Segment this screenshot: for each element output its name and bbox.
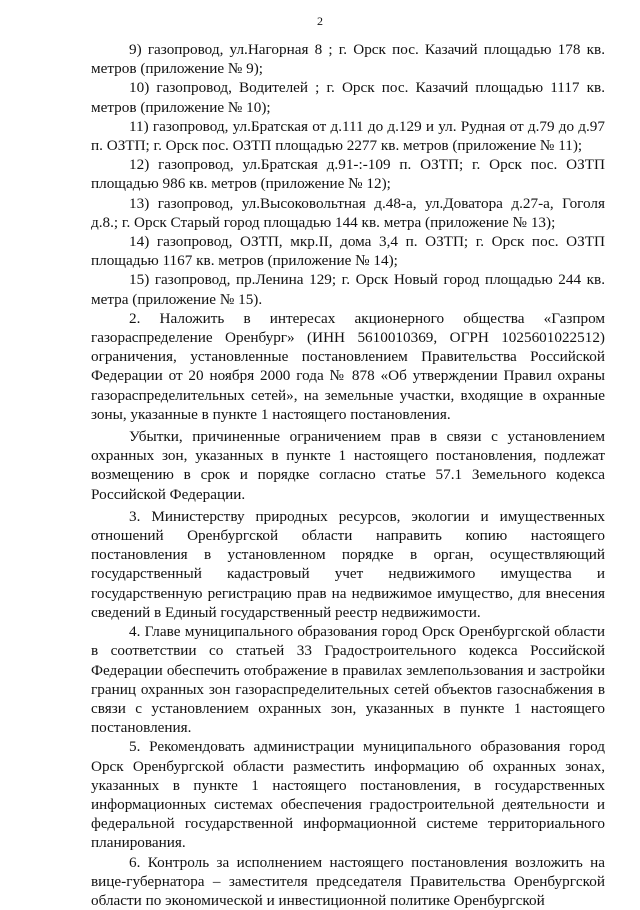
losses-paragraph: Убытки, причиненные ограничением прав в связи с установлением охранных зон, указанных в пункте 1 настоящего постановления, подлежат возмещению в срок и порядке согласно статье 57.1 Земельного кодекса Российской Федерации. <box>91 428 605 503</box>
list-item-13: 13) газопровод, ул.Высоковольтная д.48-а, ул.Доватора д.27-а, Гоголя д.8.; г. Орск Старый город площадью 144 кв. метра (приложение № 13); <box>91 194 605 231</box>
clause-2-paragraph: 2. Наложить в интересах акционерного общества «Газпром газораспределение Оренбург» (ИНН 5610010369, ОГРН 1025601022512) ограничения, установленные постановлением Правительства Российской Федерации от 20 ноября 2000 года № 878 «Об утверждении Правил охраны газораспределительных сетей», на земельные участки, входящие в охранные зоны, указанные в пункте 1 настоящего постановления. <box>91 309 605 423</box>
list-item-14: 14) газопровод, ОЗТП, мкр.II, дома 3,4 п. ОЗТП; г. Орск пос. ОЗТП площадью 1167 кв. метров (приложение № 14); <box>91 233 605 270</box>
clause-4-paragraph: 4. Главе муниципального образования город Орск Оренбургской области в соответствии со статьей 33 Градостроительного кодекса Российской Федерации обеспечить отображение в правилах землепользования и застройки границ охранных зон газораспределительных сетей объектов газоснабжения в связи с установлением охранных зон, указанных в пункте 1 настоящего постановления. <box>91 623 605 737</box>
list-item-12: 12) газопровод, ул.Братская д.91-:-109 п. ОЗТП; г. Орск пос. ОЗТП площадью 986 кв. метров (приложение № 12); <box>91 156 605 193</box>
list-item-15: 15) газопровод, пр.Ленина 129; г. Орск Новый город площадью 244 кв. метра (приложение № 15). <box>91 271 605 308</box>
page-number: 2 <box>317 14 323 28</box>
list-item-9: 9) газопровод, ул.Нагорная 8 ; г. Орск пос. Казачий площадью 178 кв. метров (приложение № 9); <box>91 41 605 78</box>
list-item-10: 10) газопровод, Водителей ; г. Орск пос. Казачий площадью 1117 кв. метров (приложение № 10); <box>91 79 605 116</box>
clause-3-paragraph: 3. Министерству природных ресурсов, экологии и имущественных отношений Оренбургской области направить копию настоящего постановления в установленном порядке в орган, осуществляющий государственный кадастровый учет недвижимого имущества и государственную регистрацию прав на недвижимое имущество, для внесения сведений в Единый государственный реестр недвижимости. <box>91 507 605 621</box>
list-item-11: 11) газопровод, ул.Братская от д.111 до д.129 и ул. Рудная от д.79 до д.97 п. ОЗТП; г. Орск пос. ОЗТП площадью 2277 кв. метров (приложение № 11); <box>91 117 605 155</box>
document-body <box>91 40 605 910</box>
clause-6-paragraph: 6. Контроль за исполнением настоящего постановления возложить на вице-губернатора – заместителя председателя Правительства Оренбургской области по экономической и инвестиционной политике Оренбургской <box>91 853 605 909</box>
clause-5-paragraph: 5. Рекомендовать администрации муниципального образования город Орск Оренбургской области разместить информацию об охранных зонах, указанных в пункте 1 настоящего постановления, в государственных информационных системах обеспечения градостроительной деятельности и федеральной государственной информационной системе территориального планирования. <box>91 738 605 852</box>
